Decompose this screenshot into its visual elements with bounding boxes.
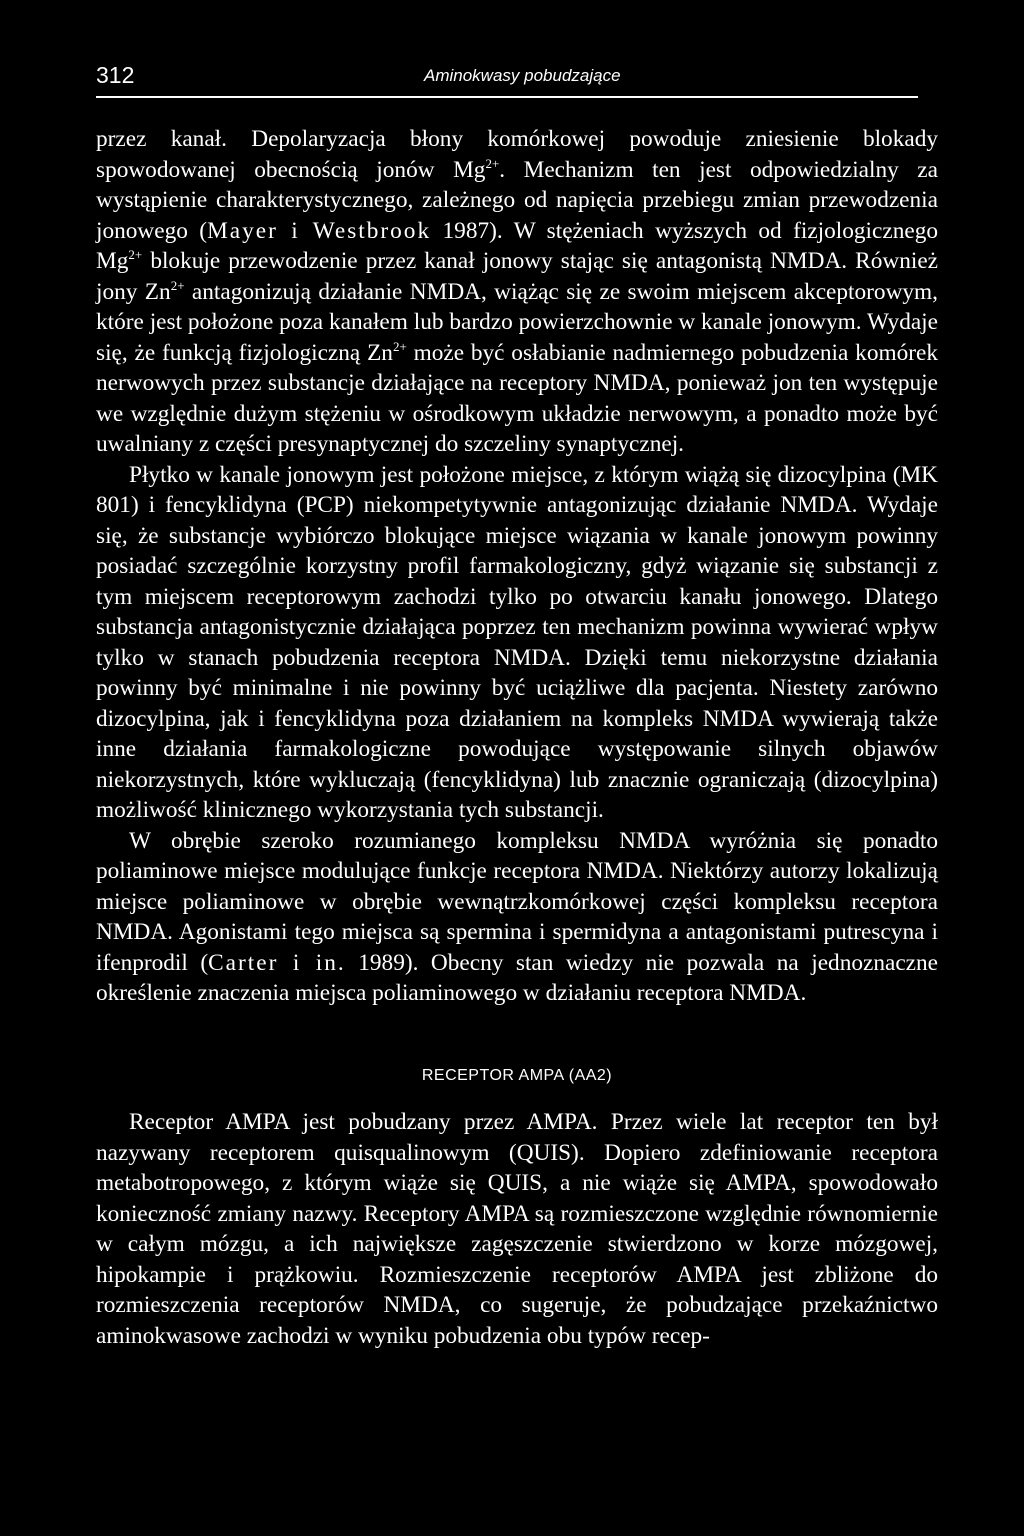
text-span: 1987). W stężeniach wyższych od fizjologicznego Mg	[96, 217, 938, 274]
text-span: przez kanał. Depolaryzacja błony komórkowej powoduje zniesienie blokady spowodowanej obecnością jonów Mg	[96, 126, 938, 183]
superscript-charge: 2+	[485, 155, 500, 171]
citation-authors: Mayer i Westbrook	[207, 217, 432, 244]
paragraph-ampa-receptor: Receptor AMPA jest pobudzany przez AMPA. Przez wiele lat receptor ten był nazywany receptorem quisqualinowym (QUIS). Dopiero zdefiniowanie receptora metabotropowego, z którym wiąże się QUIS, a nie wiąże się AMPA, spowodowało konieczność zmiany nazwy. Receptory AMPA są rozmieszczone względnie równomiernie w całym mózgu, a ich największe zagęszczenie stwierdzono w korze mózgowej, hipokampie i prążkowiu. Rozmieszczenie receptorów AMPA jest zbliżone do rozmieszczenia receptorów NMDA, co sugeruje, że pobudzające przekaźnictwo aminokwasowe zachodzi w wyniku pobudzenia obu typów recep-	[96, 1109, 938, 1349]
text-span: może być osłabianie nadmiernego pobudzenia komórek nerwowych przez substancje działające na receptory NMDA, ponieważ jon ten występuje we względnie dużym stężeniu w ośrodkowym układzie nerwowym, a ponadto może być uwalniany z części presynaptycznej do szczeliny synaptycznej.	[96, 339, 938, 457]
text-span: . Mechanizm ten jest odpowiedzialny za wystąpienie charakterystycznego, zależnego od napięcia przebiegu zmian przewodzenia jonowego (	[96, 156, 938, 244]
superscript-charge: 2+	[170, 277, 185, 293]
page-number: 312	[96, 62, 135, 88]
paragraph-mg-zn-block	[96, 124, 938, 460]
text-span: antagonizują działanie NMDA, wiążąc się ze swoim miejscem akceptorowym, które jest położone poza kanałem lub bardzo powierzchownie w kanale jonowym. Wydaje się, że funkcją fizjologiczną Zn	[96, 278, 938, 366]
body-text	[96, 124, 938, 1351]
text-span: 1989). Obecny stan wiedzy nie pozwala na jednoznaczne określenie znaczenia miejsca poliaminowego w działaniu receptora NMDA.	[96, 949, 938, 1006]
superscript-charge: 2+	[392, 338, 407, 354]
citation-authors: Carter i in.	[208, 949, 346, 976]
running-head: Aminokwasy pobudzające	[424, 66, 621, 85]
paragraph-channel-binding: Płytko w kanale jonowym jest położone miejsce, z którym wiążą się dizocylpina (MK 801) i fencyklidyna (PCP) niekompetytywnie antagonizując działanie NMDA. Wydaje się, że substancje wybiórczo blokujące miejsce wiązania w kanale jonowym powinny posiadać szczególnie korzystny profil farmakologiczny, gdyż wiązanie się substancji z tym miejscem receptorowym zachodzi tylko po otwarciu kanału jonowego. Dlatego substancja antagonistycznie działająca poprzez ten mechanizm powinna wywierać wpływ tylko w stanach pobudzenia receptora NMDA. Dzięki temu niekorzystne działania powinny być minimalne i nie powinny być uciążliwe dla pacjenta. Niestety zarówno dizocylpina, jak i fencyklidyna poza działaniem na kompleks NMDA wywierają także inne działania farmakologiczne powodujące występowanie silnych objawów niekorzystnych, które wykluczają (fencyklidyna) lub znacznie ograniczają (dizocylpina) możliwość klinicznego wykorzystania tych substancji.	[96, 461, 938, 823]
paragraph-polyamine-site	[96, 826, 938, 1009]
text-span: blokuje przewodzenie przez kanał jonowy stając się antagonistą NMDA. Również jony Zn	[96, 248, 938, 305]
superscript-charge: 2+	[128, 247, 143, 262]
page-header	[96, 62, 918, 98]
section-heading: RECEPTOR AMPA (AA2)	[421, 1066, 613, 1084]
text-span: W obrębie szeroko rozumianego kompleksu NMDA wyróżnia się ponadto poliaminowe miejsce modulujące funkcje receptora NMDA. Niektórzy autorzy lokalizują miejsce poliaminowe w obrębie wewnątrzkomórkowej części kompleksu receptora NMDA. Agonistami tego miejsca są spermina i spermidyna a antagonistami putrescyna i ifenprodil (	[96, 827, 938, 976]
